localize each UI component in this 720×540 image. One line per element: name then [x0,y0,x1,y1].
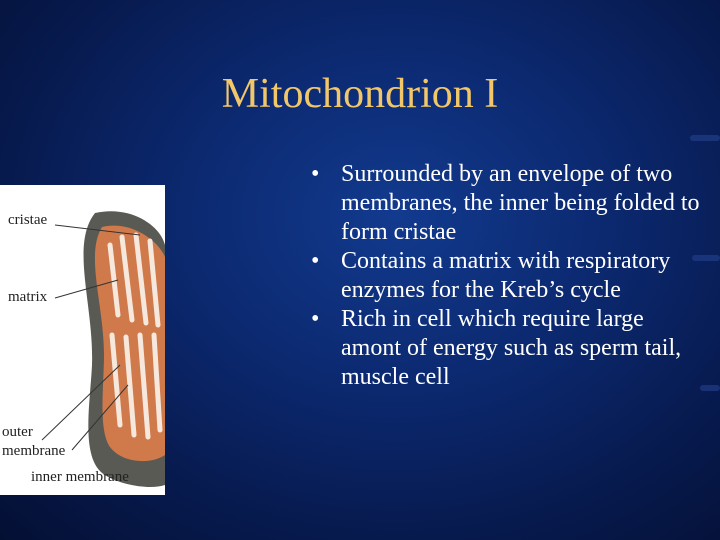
bullet-item: • Rich in cell which require large amont of energy such as sperm tail, muscle cell [305,305,705,392]
cristae-label: cristae [8,212,48,228]
bullet-list [305,160,705,392]
mitochondrion-figure [0,185,165,495]
outer-membrane-label: outer [2,424,33,440]
inner-membrane-label: inner membrane [31,469,129,485]
bullet-item: • Contains a matrix with respiratory enzymes for the Kreb’s cycle [305,247,705,305]
outer-membrane-label-line2: membrane [2,443,66,459]
slide-title: Mitochondrion I [221,71,499,117]
matrix-label: matrix [8,289,48,305]
bg-streak [690,135,720,141]
bullet-item: • Surrounded by an envelope of two membranes, the inner being folded to form cristae [305,160,705,247]
